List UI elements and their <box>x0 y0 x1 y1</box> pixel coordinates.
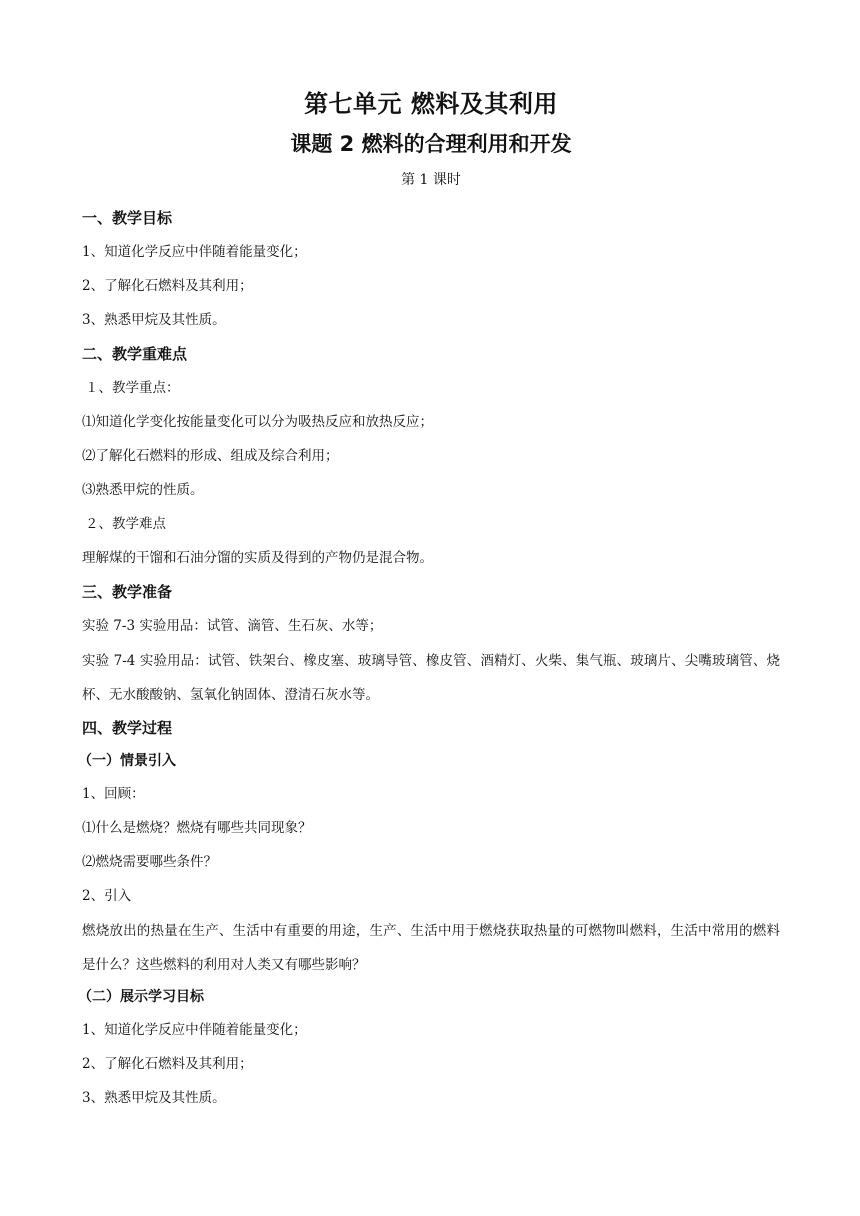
section-heading-process: 四、教学过程 <box>82 719 173 737</box>
focus-item: ⑶熟悉甲烷的性质。 <box>82 482 204 498</box>
goal-item: 3、熟悉甲烷及其性质。 <box>82 312 226 328</box>
objective-item: 2、了解化石燃料及其利用； <box>82 1056 253 1072</box>
intro-label: 2、引入 <box>82 888 132 904</box>
subsection-heading-objectives: （二）展示学习目标 <box>78 989 204 1005</box>
goal-item: 2、了解化石燃料及其利用； <box>82 278 253 294</box>
goal-item: 1、知道化学反应中伴随着能量变化； <box>82 244 307 260</box>
focus-item: ⑴知道化学变化按能量变化可以分为吸热反应和放热反应； <box>82 414 433 430</box>
objective-item: 3、熟悉甲烷及其性质。 <box>82 1090 226 1106</box>
objective-item: 1、知道化学反应中伴随着能量变化； <box>82 1022 307 1038</box>
section-heading-preparation: 三、教学准备 <box>82 583 173 601</box>
focus-label: １、教学重点： <box>85 380 180 396</box>
review-item: ⑴什么是燃烧？燃烧有哪些共同现象？ <box>82 820 312 836</box>
preparation-line: 实验 7-3 实验用品：试管、滴管、生石灰、水等； <box>82 618 383 634</box>
section-heading-goals: 一、教学目标 <box>82 209 173 227</box>
review-item: ⑵燃烧需要哪些条件？ <box>82 854 217 870</box>
lesson-period: 第 1 课时 <box>401 172 461 188</box>
difficulty-text: 理解煤的干馏和石油分馏的实质及得到的产物仍是混合物。 <box>82 550 433 566</box>
intro-text: 燃烧放出的热量在生产、生活中有重要的用途，生产、生活中用于燃烧获取热量的可燃物叫燃料，生活中常用的燃料是什么？这些燃料的利用对人类又有哪些影响？ <box>82 923 780 973</box>
focus-item: ⑵了解化石燃料的形成、组成及综合利用； <box>82 448 339 464</box>
unit-title: 第七单元 燃料及其利用 <box>304 90 558 118</box>
lesson-title: 课题 2 燃料的合理利用和开发 <box>290 132 572 156</box>
difficulty-label: ２、教学难点 <box>85 516 166 532</box>
subsection-heading-intro: （一）情景引入 <box>78 753 176 769</box>
section-heading-key-points: 二、教学重难点 <box>82 345 188 363</box>
preparation-line: 实验 7-4 实验用品：试管、铁架台、橡皮塞、玻璃导管、橡皮管、酒精灯、火柴、集气瓶、玻璃片、尖嘴玻璃管、烧杯、无水酸酸钠、氢氧化钠固体、澄清石灰水等。 <box>82 653 780 703</box>
review-label: 1、回顾： <box>82 786 145 802</box>
